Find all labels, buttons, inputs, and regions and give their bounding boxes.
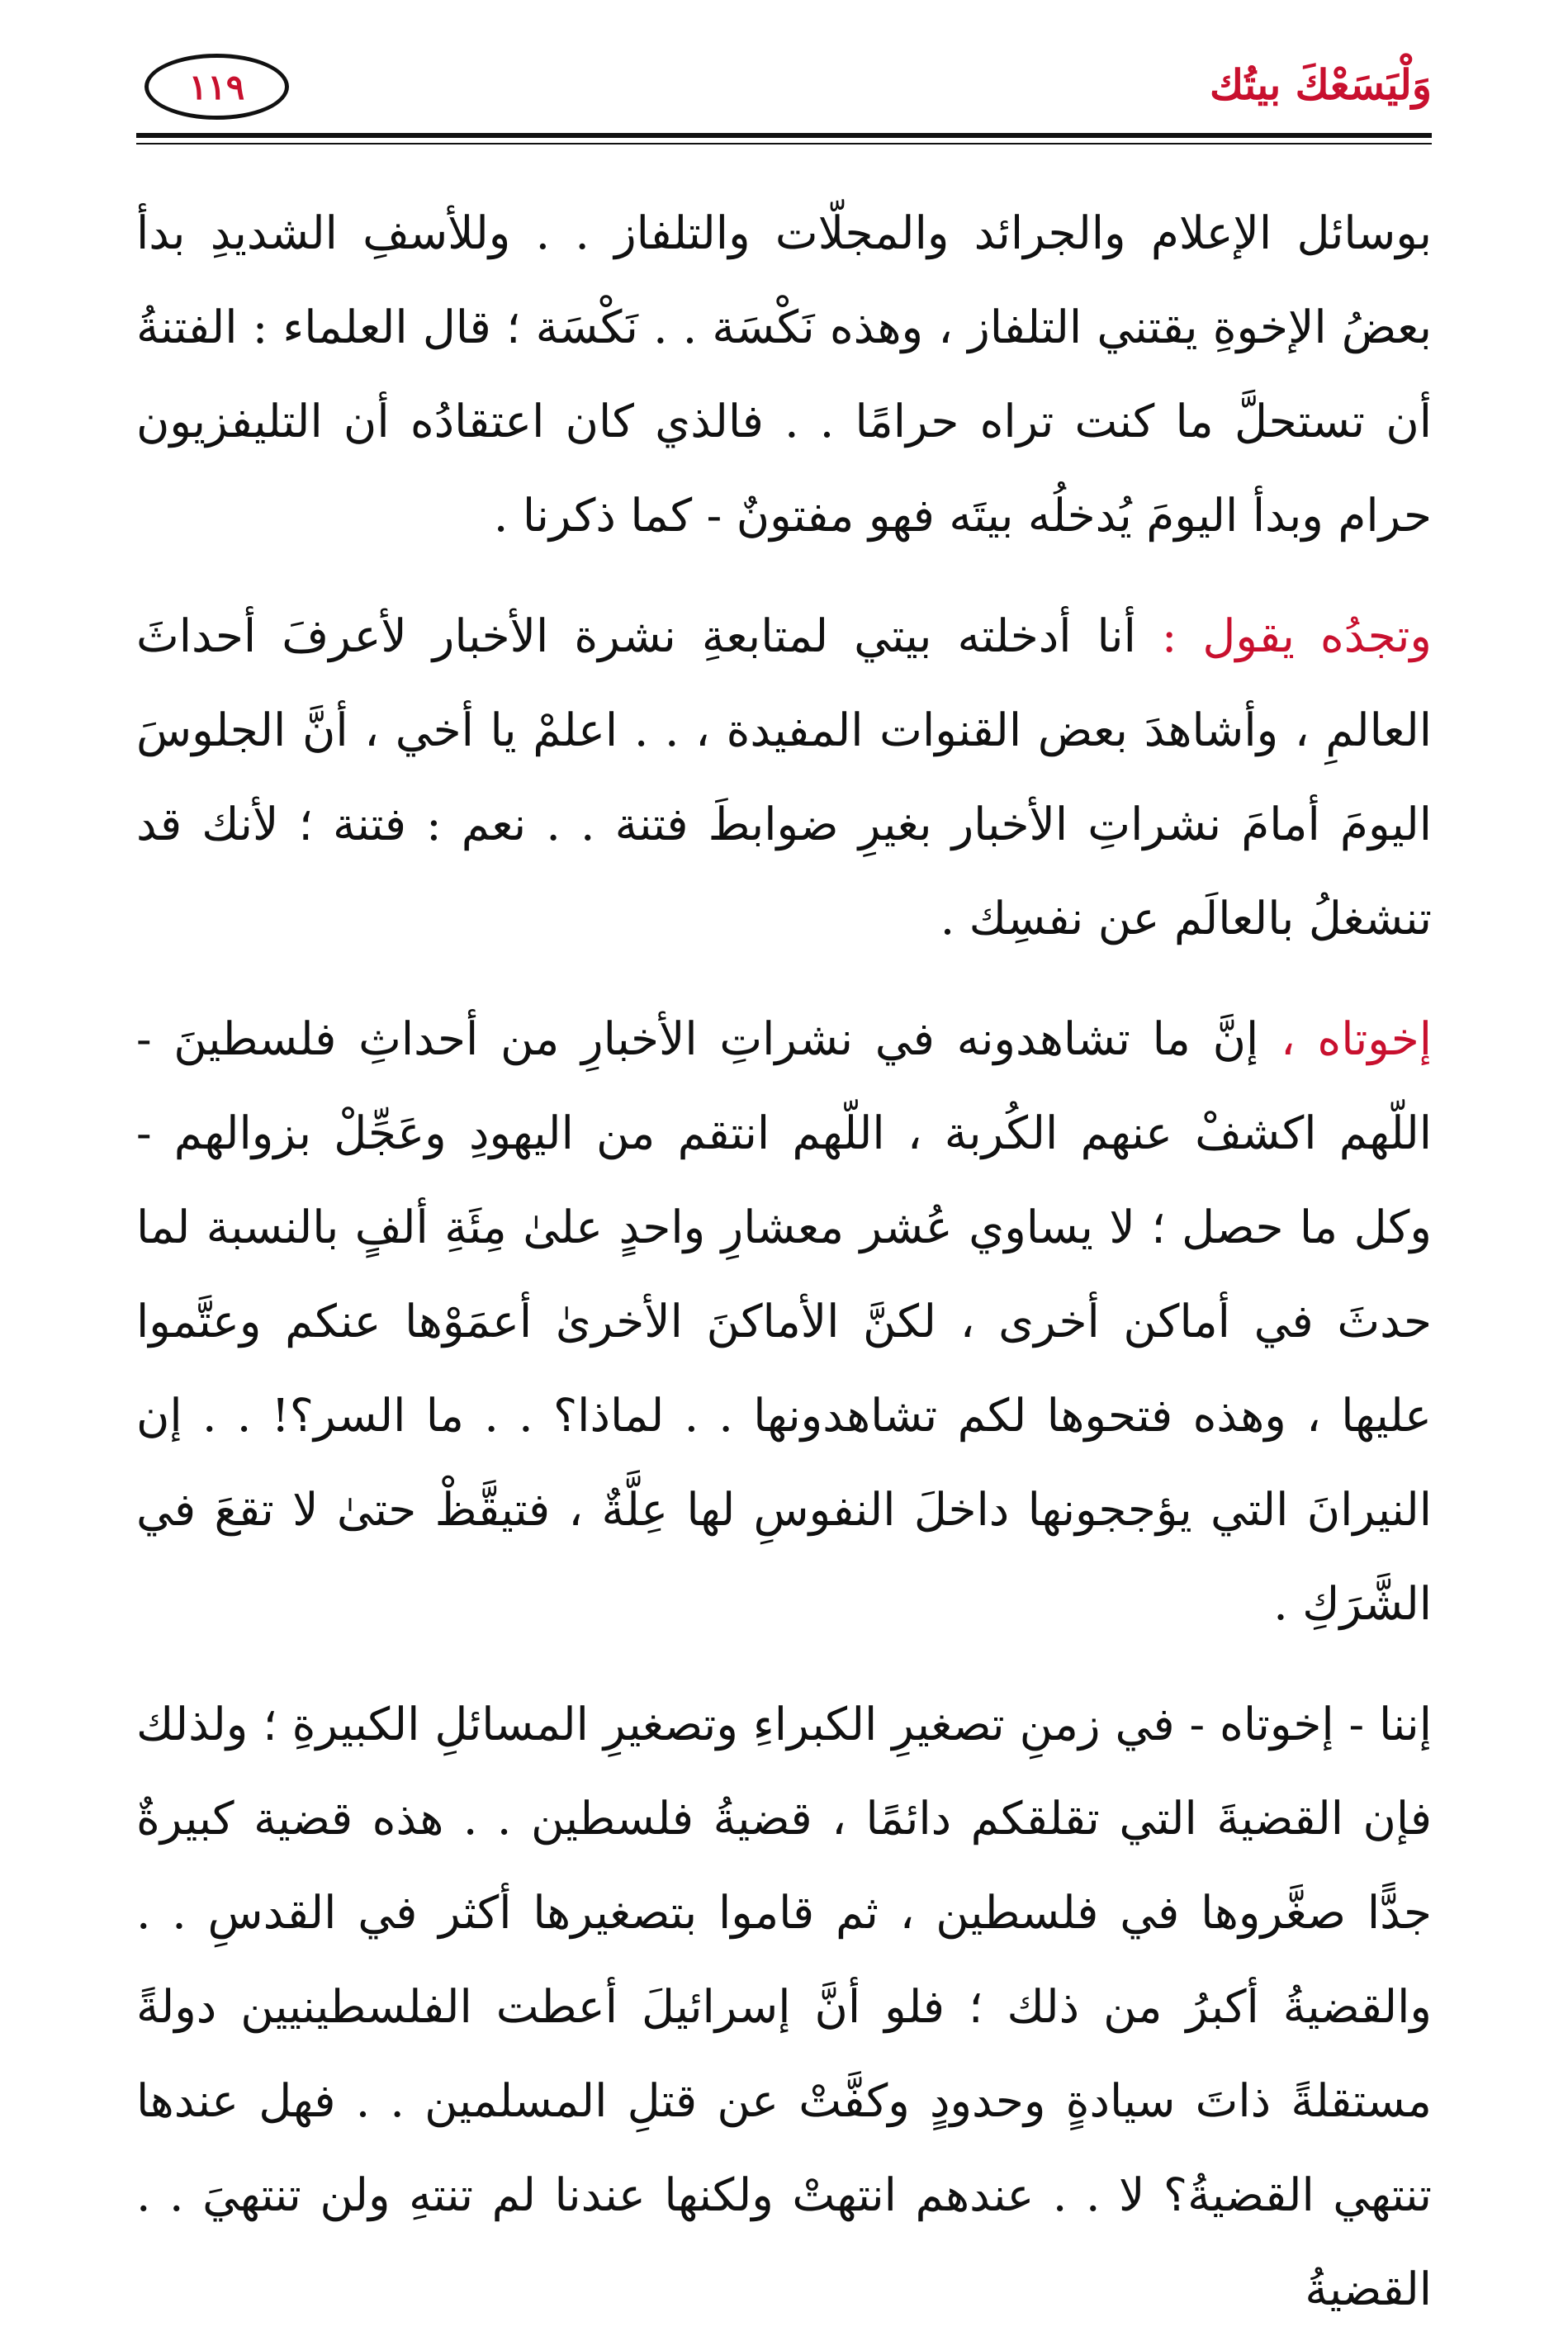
paragraph bbox=[136, 1677, 1432, 2336]
header-rule-thin bbox=[136, 143, 1432, 145]
paragraph-text: إنَّ ما تشاهدونه في نشراتِ الأخبارِ من أحداثِ فلسطينَ - اللّهم اكشفْ عنهم الكُربة ، اللّهم انتقم من اليهودِ وعَجِّلْ بزوالهم - وكل ما حصل ؛ لا يساوي عُشر معشارِ واحدٍ علىٰ مِئَةِ ألفٍ بالنسبة لما حدثَ في أماكن أخرى ، لكنَّ الأماكنَ الأخرىٰ أعمَوْها عنكم وعتَّموا عليها ، وهذه فتحوها لكم تشاهدونها . . لماذا؟ . . ما السر؟! . . إن النيرانَ التي يؤججونها داخلَ النفوسِ لها عِلَّةٌ ، فتيقَّظْ حتىٰ لا تقعَ في الشَّرَكِ . bbox=[136, 1012, 1432, 1630]
page-number-oval bbox=[144, 54, 289, 120]
header-rule-thick bbox=[136, 133, 1432, 138]
paragraph bbox=[136, 589, 1432, 965]
body-text bbox=[136, 186, 1432, 2336]
book-page bbox=[0, 54, 1568, 2315]
page-header bbox=[136, 54, 1432, 153]
paragraph bbox=[136, 186, 1432, 562]
paragraph-text: بوسائل الإعلام والجرائد والمجلّات والتلفاز . . وللأسفِ الشديدِ بدأ بعضُ الإخوةِ يقتني التلفاز ، وهذه نَكْسَة . . نَكْسَة ؛ قال العلماء : الفتنةُ أن تستحلَّ ما كنت تراه حرامًا . . فالذي كان اعتقادُه أن التليفزيون حرام وبدأ اليومَ يُدخلُه بيتَه فهو مفتونٌ - كما ذكرنا . bbox=[136, 206, 1432, 542]
paragraph-lead: وتجدُه يقول : bbox=[1161, 609, 1432, 662]
page-number: ١١٩ bbox=[188, 66, 245, 107]
paragraph-lead: إخوتاه ، bbox=[1280, 1012, 1432, 1065]
running-title: وَلْيَسَعْكَ بيتُك bbox=[1210, 60, 1432, 109]
paragraph-text: أنا أدخلته بيتي لمتابعةِ نشرة الأخبار لأعرفَ أحداثَ العالمِ ، وأشاهدَ بعض القنوات المفيدة ، . . اعلمْ يا أخي ، أنَّ الجلوسَ اليومَ أمامَ نشراتِ الأخبار بغيرِ ضوابطَ فتنة . . نعم : فتنة ؛ لأنك قد تنشغلُ بالعالَم عن نفسِك . bbox=[136, 609, 1432, 945]
paragraph bbox=[136, 992, 1432, 1651]
paragraph-text: إننا - إخوتاه - في زمنِ تصغيرِ الكبراءِ وتصغيرِ المسائلِ الكبيرةِ ؛ ولذلك فإن القضيةَ التي تقلقكم دائمًا ، قضيةُ فلسطين . . هذه قضية كبيرةٌ جدًّا صغَّروها في فلسطين ، ثم قاموا بتصغيرها أكثر في القدسِ . . والقضيةُ أكبرُ من ذلك ؛ فلو أنَّ إسرائيلَ أعطت الفلسطينيين دولةً مستقلةً ذاتَ سيادةٍ وحدودٍ وكفَّتْ عن قتلِ المسلمين . . فهل عندها تنتهي القضيةُ؟ لا . . عندهم انتهتْ ولكنها عندنا لم تنتهِ ولن تنتهيَ . . القضيةُ bbox=[136, 1698, 1432, 2315]
